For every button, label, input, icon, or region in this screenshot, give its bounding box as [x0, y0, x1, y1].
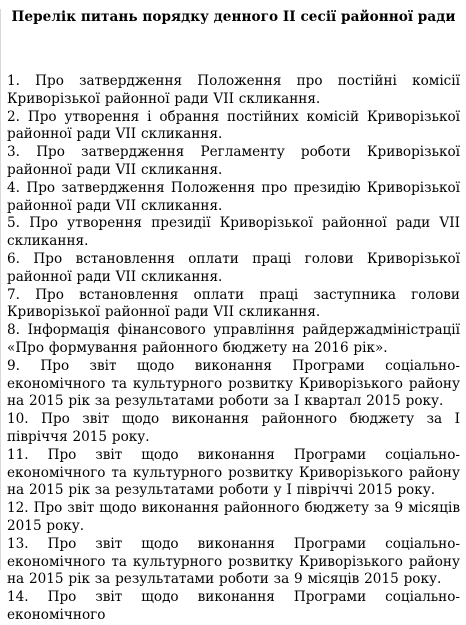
page-title: Перелік питань порядку денного ІІ сесії районної ради: [11, 9, 456, 25]
agenda-item: 11. Про звіт щодо виконання Програми соціально-економічного та культурного розвитку Криворізького району на 2015 рік за результатами роботи у І півріччі 2015 року.: [7, 446, 460, 499]
document-page: [0, 9, 466, 623]
agenda-item: 7. Про встановлення оплати праці заступника голови Криворізької районної ради VII скликання.: [7, 286, 460, 321]
agenda-item: 9. Про звіт щодо виконання Програми соціально-економічного та культурного розвитку Криворізького району на 2015 рік за результатами роботи за І квартал 2015 року.: [7, 357, 460, 410]
agenda-item: 4. Про затвердження Положення про президію Криворізької районної ради VII скликання.: [7, 179, 460, 214]
agenda-item: 10. Про звіт щодо виконання районного бюджету за І півріччя 2015 року.: [7, 411, 460, 445]
agenda-item: 5. Про утворення президії Криворізької районної ради VII скликання.: [7, 215, 460, 250]
agenda-item: 2. Про утворення і обрання постійних комісій Криворізької районної ради VII скликання.: [7, 108, 460, 143]
agenda-item: 6. Про встановлення оплати праці голови Криворізької районної ради VII скликання.: [7, 250, 460, 285]
agenda-item: 12. Про звіт щодо виконання районного бюджету за 9 місяців 2015 року.: [7, 500, 460, 534]
agenda-item: 8. Інформація фінансового управління райдержадміністрації «Про формування районного бюджету на 2016 рік».: [7, 322, 460, 356]
agenda-item: 3. Про затвердження Регламенту роботи Криворізької районної ради VII скликання.: [7, 144, 460, 178]
agenda-item: 1. Про затвердження Положення про постійні комісії Криворізької районної ради VII скликання.: [7, 73, 460, 107]
agenda-item: 14. Про звіт щодо виконання Програми соціально-економічного: [7, 589, 460, 623]
agenda-item: 13. Про звіт щодо виконання Програми соціально-економічного та культурного розвитку Криворізького району на 2015 рік за результатами роботи за 9 місяців 2015 року.: [7, 535, 460, 588]
agenda-list: [7, 73, 460, 625]
